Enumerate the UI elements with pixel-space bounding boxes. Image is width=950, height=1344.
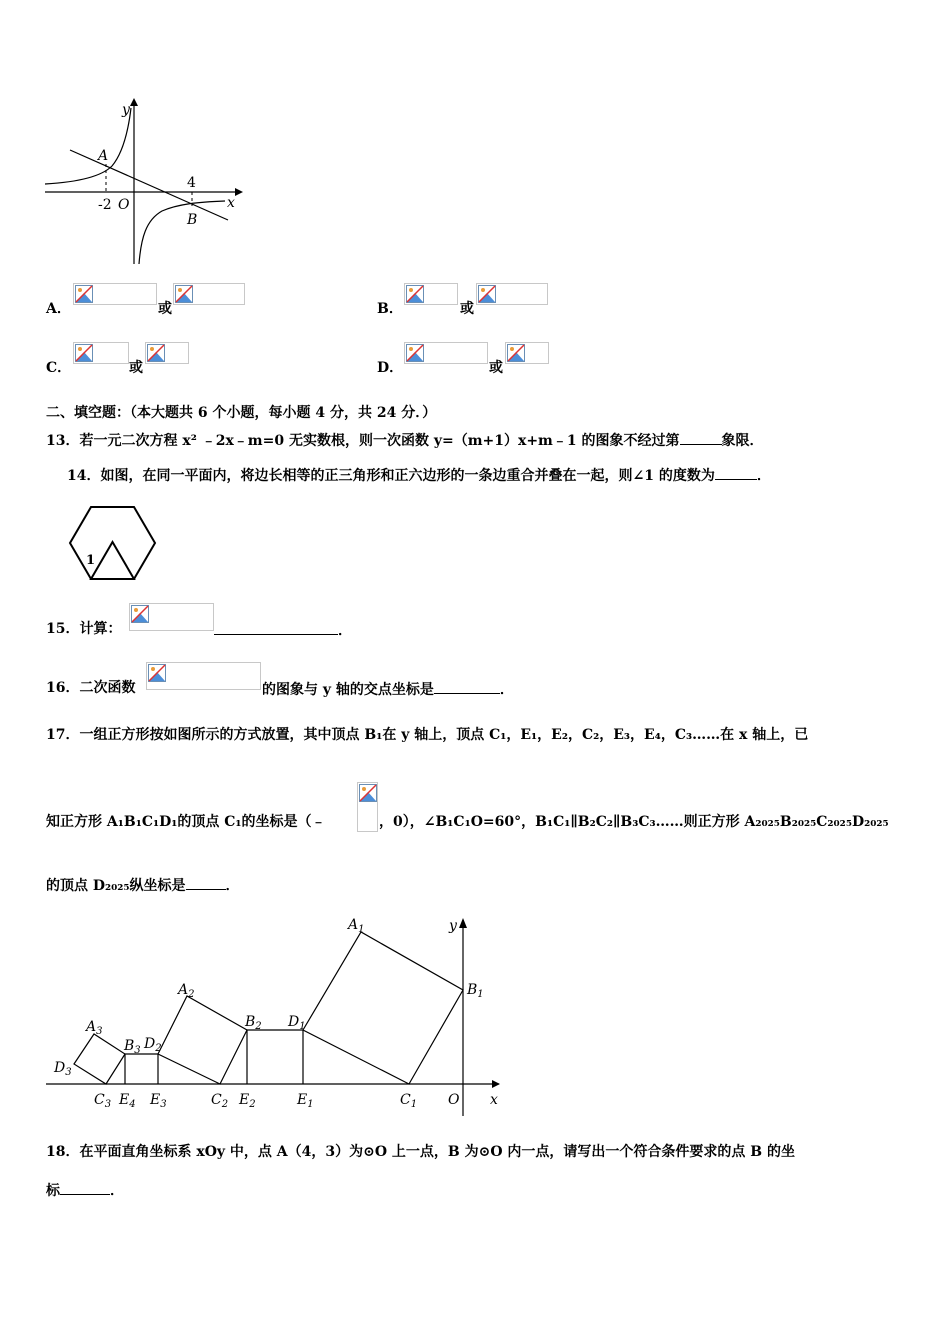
option-d-image-1 bbox=[404, 342, 488, 364]
broken-image-icon bbox=[131, 605, 149, 623]
q15-blank-line bbox=[214, 620, 352, 640]
label-b1: $B_1$ bbox=[467, 982, 484, 1000]
x-label: x bbox=[227, 195, 235, 211]
label-e3: $E_3$ bbox=[150, 1092, 167, 1110]
square-2 bbox=[158, 996, 247, 1084]
option-a-label: A． bbox=[46, 301, 71, 317]
label-c3: $C_3$ bbox=[94, 1092, 112, 1110]
q14-answer-blank[interactable] bbox=[715, 465, 757, 480]
q17-squares-figure bbox=[44, 910, 504, 1120]
q16-mid: 的图象与 y 轴的交点坐标是 bbox=[262, 682, 434, 698]
broken-image-icon bbox=[147, 344, 165, 362]
rect-e4-b3-d2-e3 bbox=[125, 1054, 158, 1084]
q17-line3-text: 的顶点 D₂₀₂₅纵坐标是 bbox=[46, 878, 186, 894]
label-y: y bbox=[449, 918, 457, 934]
hyperbola-branch-left bbox=[45, 108, 131, 184]
y-label: y bbox=[122, 102, 130, 118]
label-o: O bbox=[448, 1092, 460, 1108]
label-d2: $D_2$ bbox=[144, 1036, 162, 1054]
label-d3: $D_3$ bbox=[54, 1060, 72, 1078]
q17-line3-after: ． bbox=[225, 878, 240, 894]
broken-image-icon bbox=[75, 344, 93, 362]
q18-line2 bbox=[46, 1180, 124, 1200]
q15-expression-image bbox=[129, 603, 214, 631]
point-b-label: B bbox=[187, 212, 198, 228]
q15-answer-blank[interactable] bbox=[214, 620, 338, 635]
broken-image-icon bbox=[507, 344, 525, 362]
q16-function-image bbox=[146, 662, 261, 690]
tick-neg2: -2 bbox=[98, 197, 112, 213]
angle-1-label: 1 bbox=[86, 553, 96, 568]
square-1 bbox=[303, 932, 463, 1084]
option-a-image-2 bbox=[173, 283, 245, 305]
point-a-label: A bbox=[98, 148, 109, 164]
label-e4: $E_4$ bbox=[119, 1092, 136, 1110]
q13-after: 象限． bbox=[721, 433, 764, 449]
triangle bbox=[91, 542, 134, 579]
q17-answer-blank[interactable] bbox=[186, 875, 226, 890]
q15-after: ． bbox=[338, 623, 352, 639]
q16-text: 16．二次函数 bbox=[46, 680, 136, 696]
option-b-image-2 bbox=[476, 283, 548, 305]
tick-4: 4 bbox=[187, 175, 196, 191]
x-axis-arrow bbox=[235, 188, 243, 196]
q16-after: ． bbox=[499, 682, 514, 698]
broken-image-icon bbox=[406, 344, 424, 362]
option-d-or: 或 bbox=[489, 360, 503, 376]
broken-image-icon bbox=[359, 784, 377, 802]
option-b-label: B． bbox=[377, 301, 403, 317]
broken-image-icon bbox=[406, 285, 424, 303]
option-d-label: D． bbox=[377, 360, 404, 376]
option-a-image-1 bbox=[73, 283, 157, 305]
q14-text: 14．如图，在同一平面内，将边长相等的正三角形和正六边形的一条边重合并叠在一起，则∠1 的度数为 bbox=[67, 468, 715, 484]
q18-line1: 18．在平面直角坐标系 xOy 中，点 A（4，3）为⊙O 上一点，B 为⊙O 内一点，请写出一个符合条件要求的点 B 的坐 bbox=[46, 1144, 796, 1160]
q17-line2-a: 知正方形 A₁B₁C₁D₁的顶点 C₁的坐标是（﹣ bbox=[46, 814, 326, 830]
linear-function-line bbox=[70, 150, 228, 220]
broken-image-icon bbox=[148, 664, 166, 682]
q16-rest bbox=[262, 679, 514, 699]
option-d-image-2 bbox=[505, 342, 549, 364]
q17-line2-b: ，0），∠B₁C₁O=60°，B₁C₁∥B₂C₂∥B₃C₃……则正方形 A₂₀₂₅B₂₀₂₅C₂₀₂₅D₂₀₂₅ bbox=[379, 814, 889, 830]
label-a2: $A_2$ bbox=[178, 982, 195, 1000]
square-3 bbox=[74, 1034, 125, 1084]
q16-answer-blank[interactable] bbox=[434, 679, 500, 694]
fig-x-axis-arrow bbox=[492, 1080, 500, 1088]
label-b3: $B_3$ bbox=[124, 1038, 141, 1056]
label-e2: $E_2$ bbox=[239, 1092, 256, 1110]
q14-line bbox=[67, 465, 771, 485]
option-b-or: 或 bbox=[460, 301, 474, 317]
rect-e2-b2-d1-e1 bbox=[247, 1030, 303, 1084]
label-c1: $C_1$ bbox=[400, 1092, 418, 1110]
q14-after: ． bbox=[756, 468, 771, 484]
option-c-label: C． bbox=[46, 360, 72, 376]
q13-answer-blank[interactable] bbox=[680, 430, 722, 445]
q15-text: 15．计算： bbox=[46, 621, 122, 637]
q18-line2-text: 标 bbox=[46, 1183, 60, 1199]
origin-label: O bbox=[118, 197, 130, 213]
broken-image-icon bbox=[75, 285, 93, 303]
q17-line1: 17．一组正方形按如图所示的方式放置，其中顶点 B₁在 y 轴上，顶点 C₁，E₁，E₂，C₂，E₃，E₄，C₃……在 x 轴上，已 bbox=[46, 727, 809, 743]
q17-line3 bbox=[46, 875, 240, 895]
q13-text: 13．若一元二次方程 x² ﹣2x﹣m=0 无实数根，则一次函数 y=（m+1）x+m﹣1 的图象不经过第 bbox=[46, 433, 680, 449]
broken-image-icon bbox=[175, 285, 193, 303]
option-a-or: 或 bbox=[158, 301, 172, 317]
option-c-image-1 bbox=[73, 342, 129, 364]
q18-after: ． bbox=[110, 1183, 124, 1199]
option-c-image-2 bbox=[145, 342, 189, 364]
label-b2: $B_2$ bbox=[245, 1014, 262, 1032]
q12-function-graph bbox=[40, 98, 245, 268]
label-a1: $A_1$ bbox=[348, 917, 365, 935]
hyperbola-branch-right bbox=[139, 201, 225, 264]
option-b-image-1 bbox=[404, 283, 458, 305]
broken-image-icon bbox=[478, 285, 496, 303]
section2-heading: 二、填空题：（本大题共 6 个小题，每小题 4 分，共 24 分．） bbox=[46, 405, 437, 421]
q18-answer-blank[interactable] bbox=[60, 1180, 110, 1195]
q13-line bbox=[46, 430, 764, 450]
label-c2: $C_2$ bbox=[211, 1092, 229, 1110]
label-a3: $A_3$ bbox=[86, 1019, 103, 1037]
q14-hexagon-triangle-figure bbox=[66, 504, 160, 584]
fig-y-axis-arrow bbox=[459, 918, 467, 928]
label-d1: $D_1$ bbox=[288, 1014, 306, 1032]
q17-coordinate-image bbox=[357, 782, 378, 832]
y-axis-arrow bbox=[130, 98, 138, 106]
label-x: x bbox=[490, 1092, 498, 1108]
label-e1: $E_1$ bbox=[297, 1092, 314, 1110]
option-c-or: 或 bbox=[129, 360, 143, 376]
